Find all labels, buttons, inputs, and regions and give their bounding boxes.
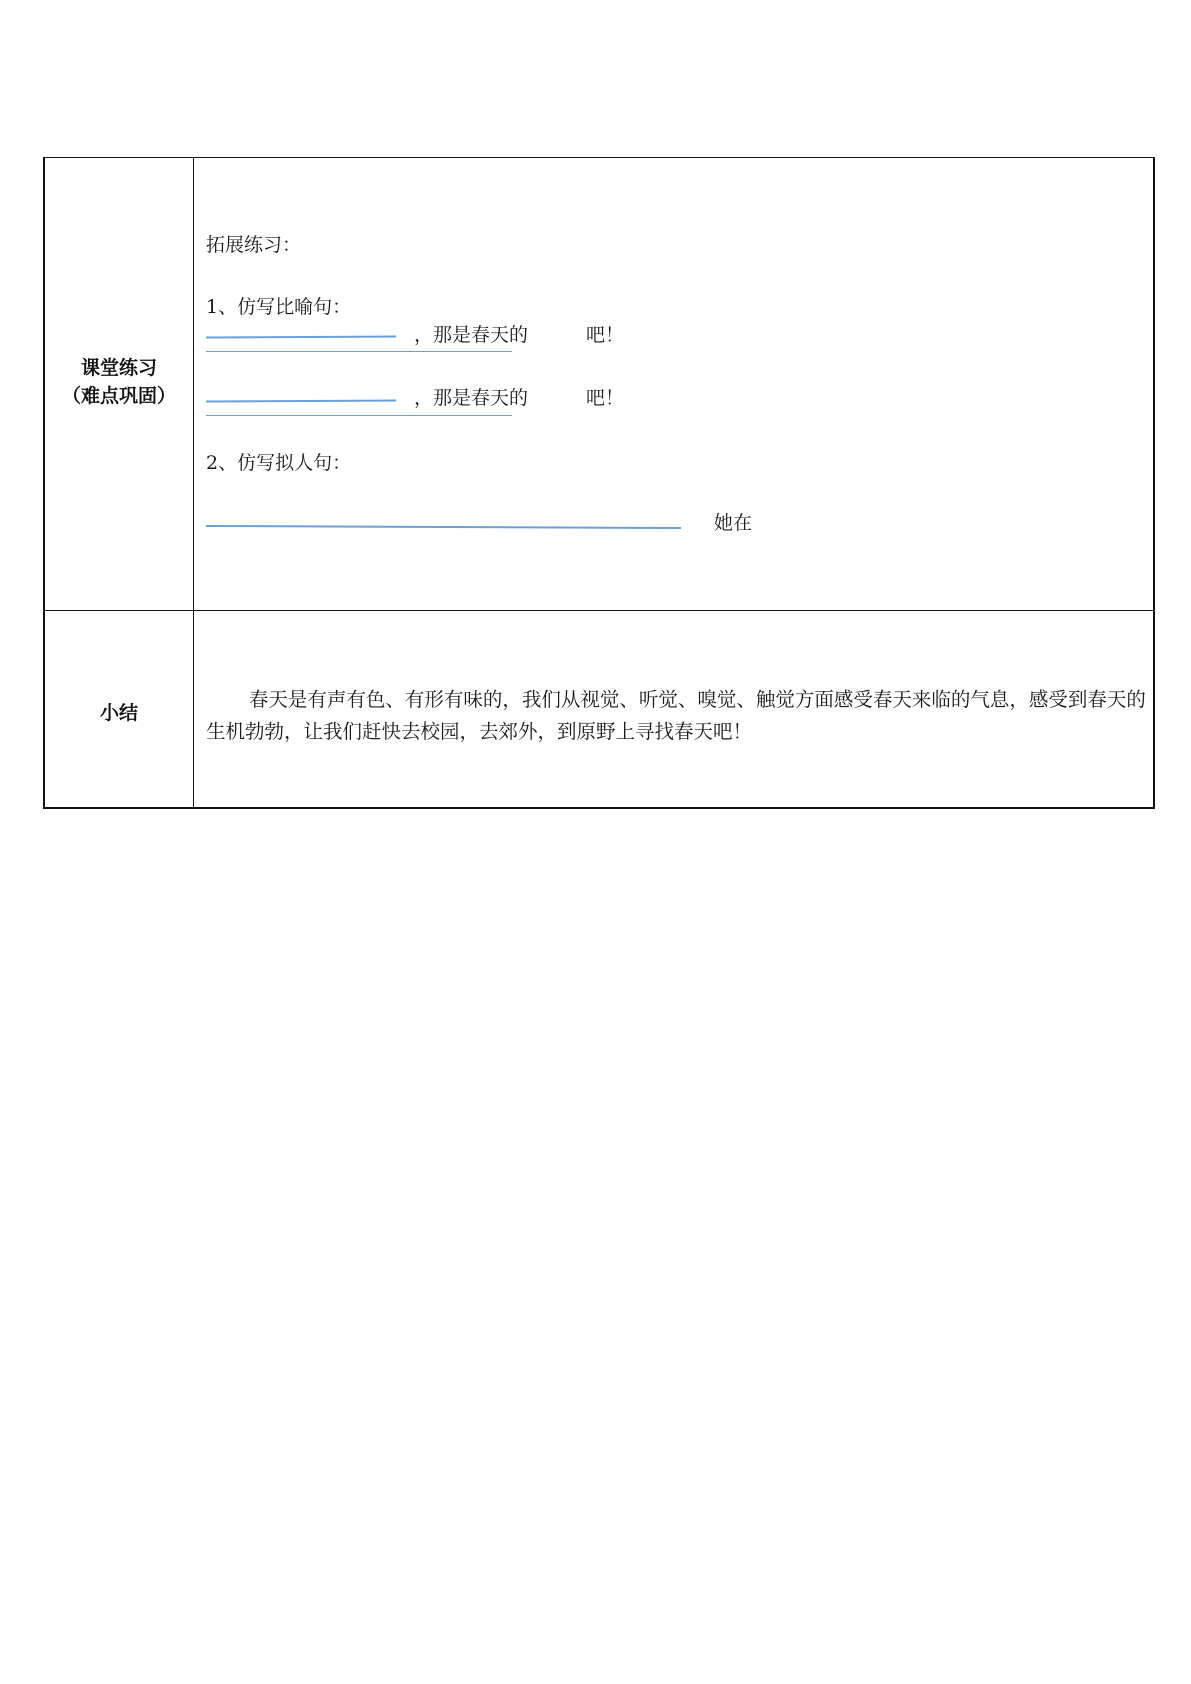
table-border-right: [1153, 157, 1155, 809]
table-border-top: [43, 157, 1155, 158]
row-label-practice-line1: 课堂练习: [80, 357, 157, 379]
q1-title: 1、仿写比喻句：: [206, 296, 352, 318]
extension-heading: 拓展练习：: [206, 234, 302, 256]
q1-blank-line-1b[interactable]: [206, 351, 512, 352]
q2-title: 2、仿写拟人句：: [206, 452, 352, 474]
row-label-practice: [45, 354, 193, 410]
row-label-summary: 小结: [99, 702, 138, 724]
q1-sentence-2-end: 吧！: [586, 387, 625, 409]
row-label-practice-line2: （难点巩固）: [61, 385, 176, 407]
column-divider: [193, 157, 194, 809]
q2-sentence: 她在: [714, 512, 753, 534]
table-border-bottom: [43, 807, 1155, 809]
row-divider: [43, 610, 1155, 611]
summary-paragraph: 春天是有声有色、有形有味的，我们从视觉、听觉、嗅觉、触觉方面感受春天来临的气息，感受到春天的生机勃勃，让我们赶快去校园，去郊外，到原野上寻找春天吧！: [206, 688, 1146, 743]
q1-sentence-1: ，那是春天的: [414, 324, 529, 346]
q1-sentence-2: ，那是春天的: [414, 387, 529, 409]
q1-sentence-1-end: 吧！: [586, 324, 625, 346]
q1-blank-line-2b[interactable]: [206, 415, 512, 416]
